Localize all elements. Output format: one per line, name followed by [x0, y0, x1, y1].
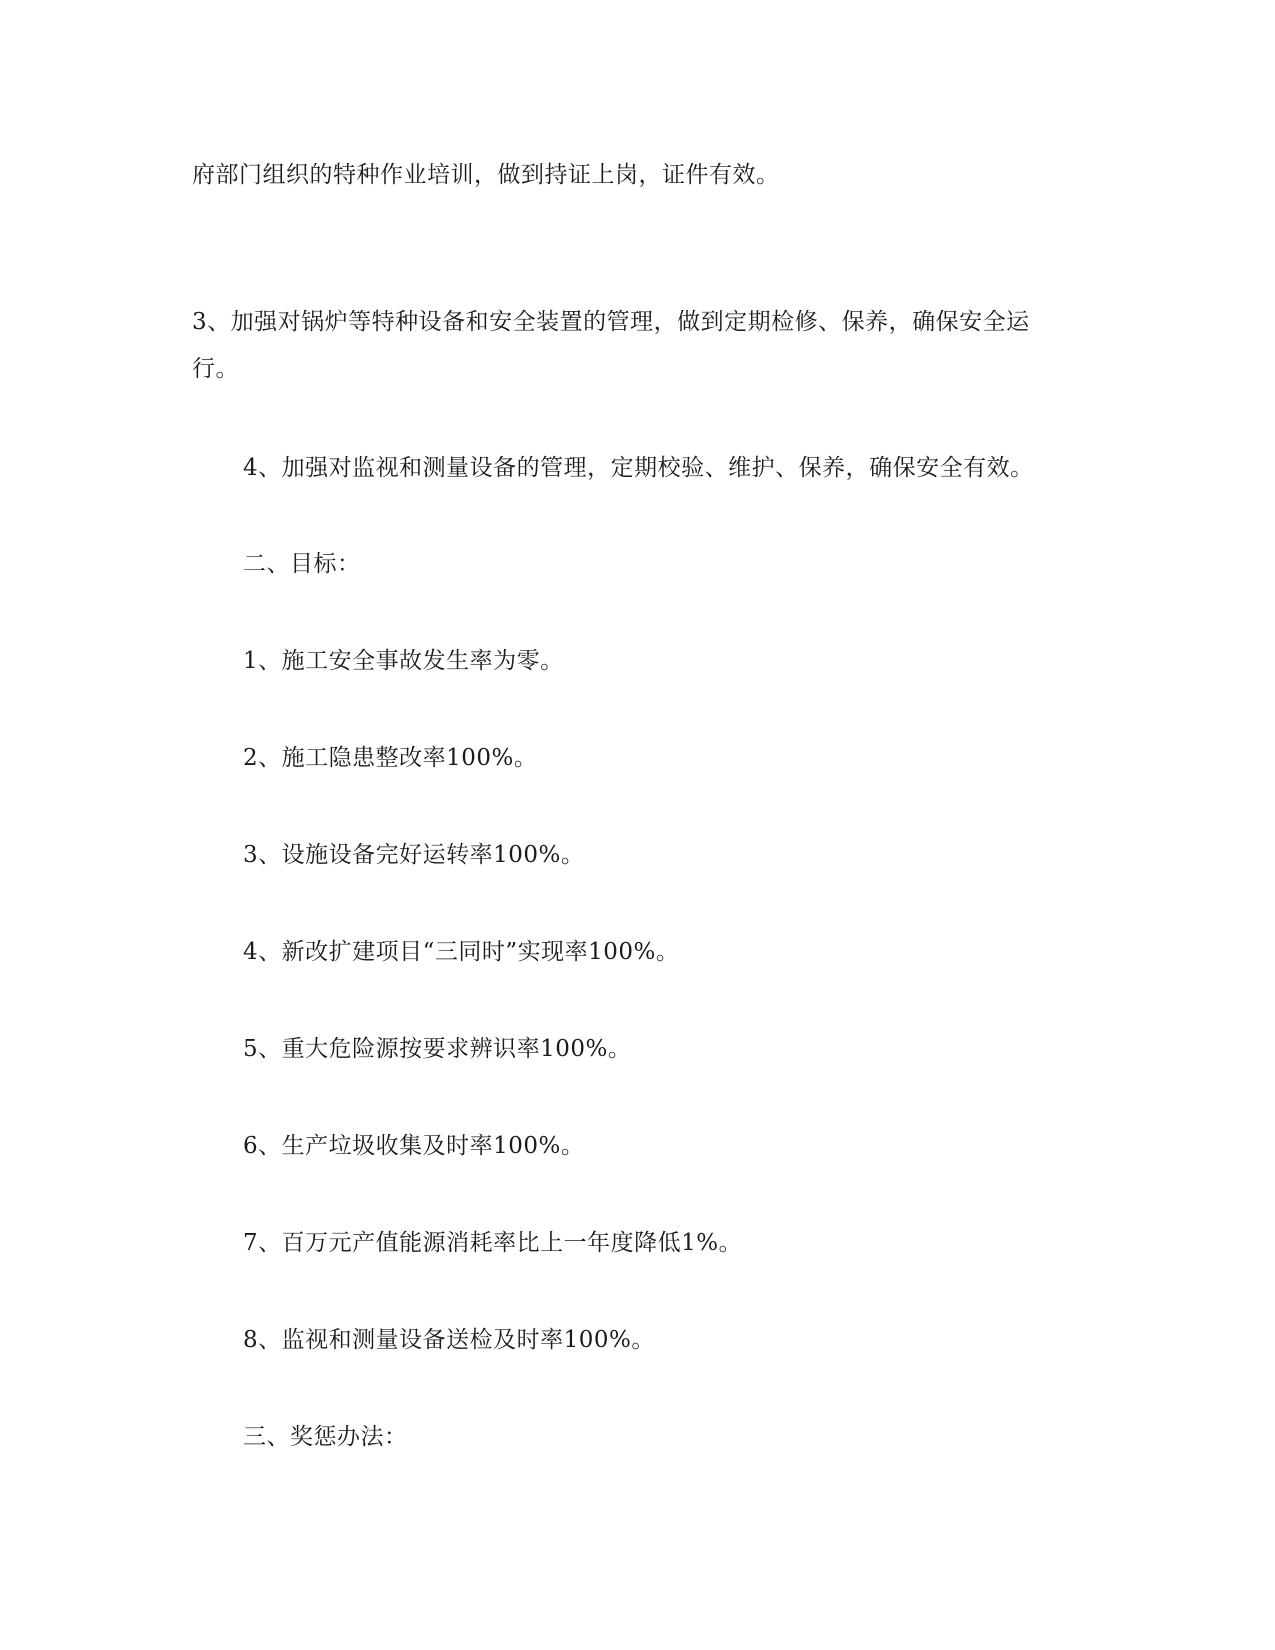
goal-item-8: 8、监视和测量设备送检及时率100%。	[243, 1327, 655, 1353]
goal-item-4: 4、新改扩建项目“三同时”实现率100%。	[243, 939, 680, 965]
goal-item-3: 3、设施设备完好运转率100%。	[243, 842, 585, 868]
goal-item-2: 2、施工隐患整改率100%。	[243, 745, 538, 771]
section-heading-rewards: 三、奖惩办法：	[243, 1424, 408, 1450]
section-heading-goals: 二、目标：	[243, 551, 361, 577]
goal-item-5: 5、重大危险源按要求辨识率100%。	[243, 1036, 632, 1062]
goal-item-7: 7、百万元产值能源消耗率比上一年度降低1%。	[243, 1230, 743, 1256]
paragraph-training-continuation: 府部门组织的特种作业培训，做到持证上岗，证件有效。	[192, 162, 780, 188]
goal-item-1: 1、施工安全事故发生率为零。	[243, 648, 564, 674]
paragraph-item-3-boiler: 3、加强对锅炉等特种设备和安全装置的管理，做到定期检修、保养，确保安全运	[192, 309, 1030, 335]
goal-item-6: 6、生产垃圾收集及时率100%。	[243, 1133, 585, 1159]
paragraph-item-3-boiler-cont: 行。	[192, 356, 239, 382]
paragraph-item-4-monitoring: 4、加强对监视和测量设备的管理，定期校验、维护、保养，确保安全有效。	[243, 455, 1034, 481]
